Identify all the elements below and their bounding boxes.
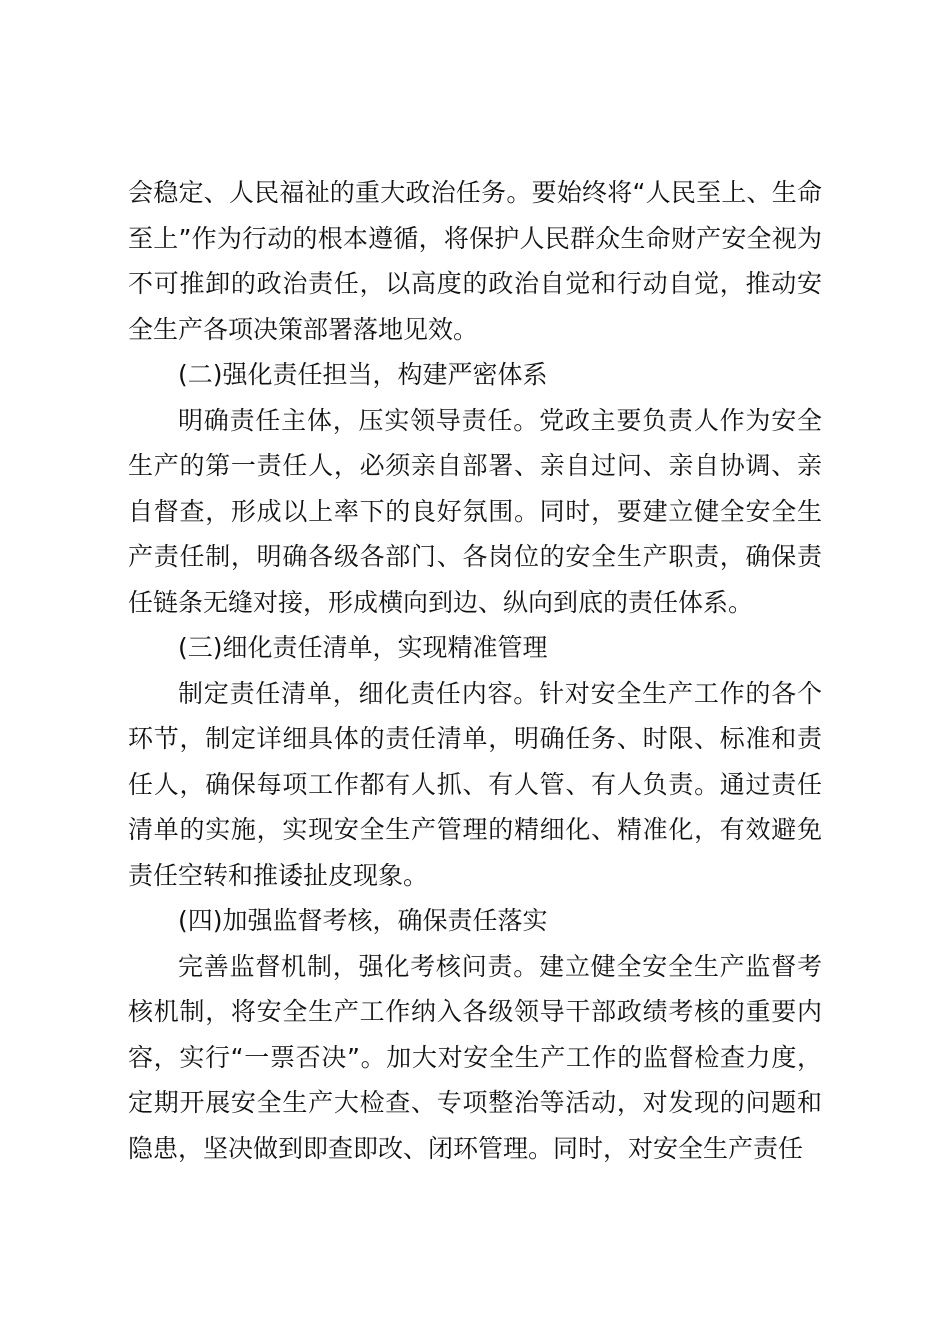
paragraph-section-3: 制定责任清单，细化责任内容。针对安全生产工作的各个环节，制定详细具体的责任清单，明确任务、时限、标准和责任人，确保每项工作都有人抓、有人管、有人负责。通过责任清单的实施，实现安全生产管理的精细化、精准化，有效避免责任空转和推诿扯皮现象。 xyxy=(128,678,822,890)
section-heading-4: (四)加强监督考核，确保责任落实 xyxy=(178,906,548,935)
section-heading-2: (二)强化责任担当，构建严密体系 xyxy=(178,360,548,389)
paragraph-section-4: 完善监督机制，强化考核问责。建立健全安全生产监督考核机制，将安全生产工作纳入各级领导干部政绩考核的重要内容，实行“一票否决”。加大对安全生产工作的监督检查力度，定期开展安全生产大检查、专项整治等活动，对发现的问题和隐患，坚决做到即查即改、闭环管理。同时，对安全生产责任 xyxy=(128,951,822,1163)
paragraph-section-2: 明确责任主体，压实领导责任。党政主要负责人作为安全生产的第一责任人，必须亲自部署、亲自过问、亲自协调、亲自督查，形成以上率下的良好氛围。同时，要建立健全安全生产责任制，明确各级各部门、各岗位的安全生产职责，确保责任链条无缝对接，形成横向到边、纵向到底的责任体系。 xyxy=(128,405,822,617)
document-body xyxy=(128,170,822,1171)
paragraph-continued: 会稳定、人民福祉的重大政治任务。要始终将“人民至上、生命至上”作为行动的根本遵循，将保护人民群众生命财产安全视为不可推卸的政治责任，以高度的政治自觉和行动自觉，推动安全生产各项决策部署落地见效。 xyxy=(128,178,822,344)
section-heading-3: (三)细化责任清单，实现精准管理 xyxy=(178,633,548,662)
